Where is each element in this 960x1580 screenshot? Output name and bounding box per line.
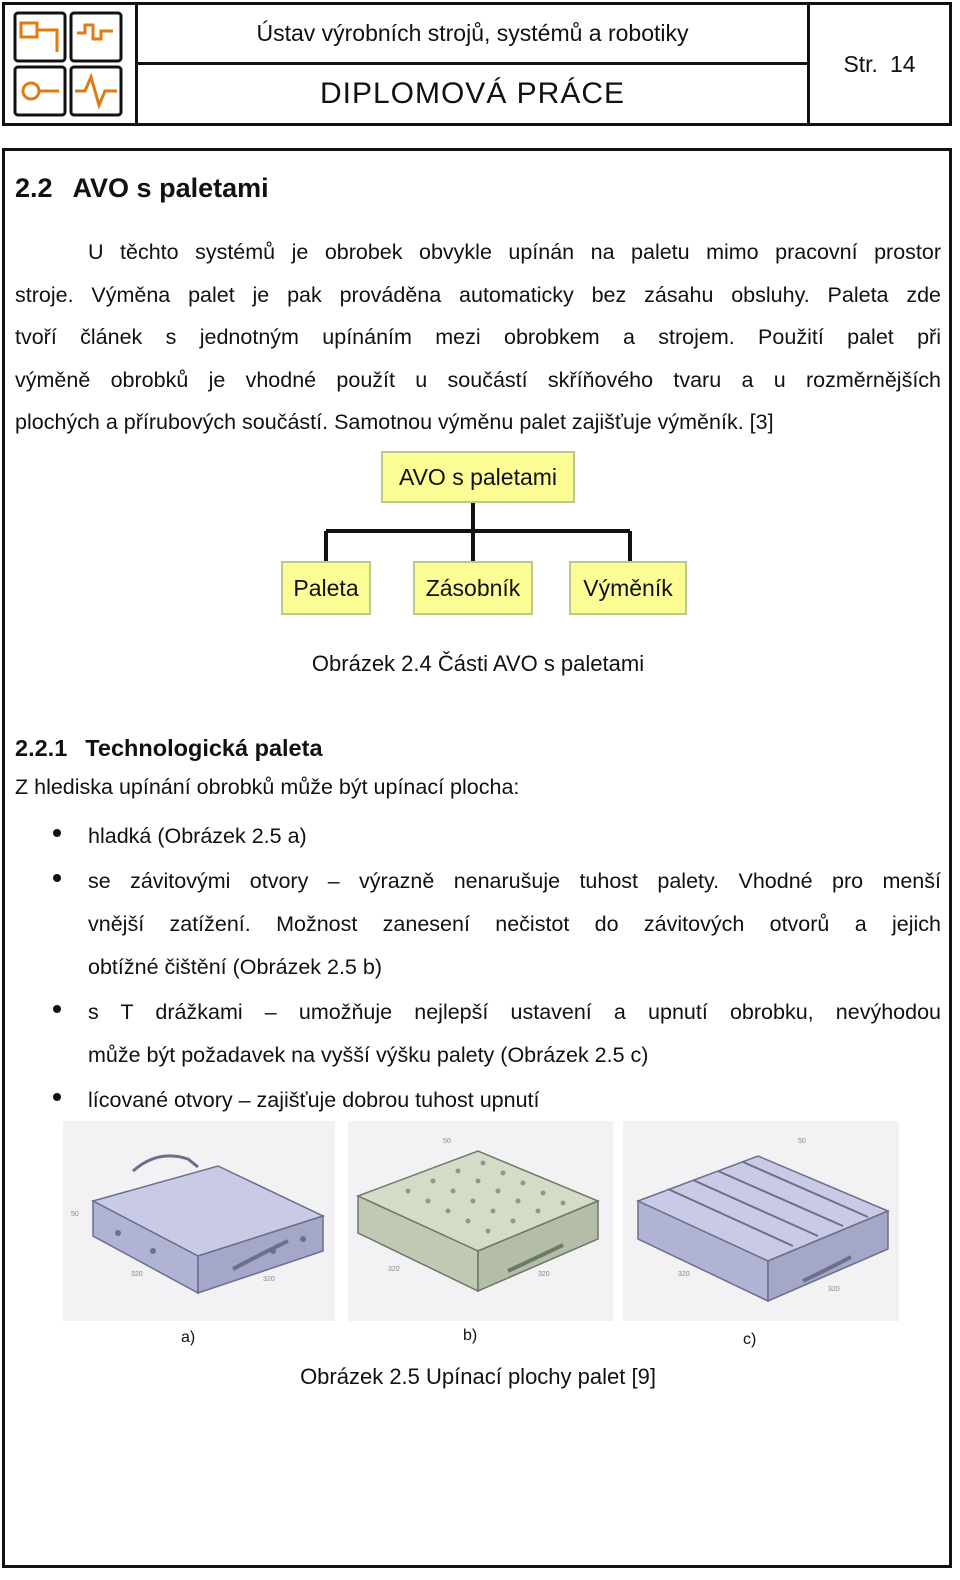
list-item (15, 1079, 941, 1122)
dimension-label: 320 (678, 1271, 690, 1278)
document-type: DIPLOMOVÁ PRÁCE (319, 77, 626, 110)
page-header (2, 2, 952, 126)
paragraph-line: stroje. Výměna palet je pak prováděna automaticky bez zásahu obsluhy. Paleta zde (15, 282, 941, 307)
figure-label-a: a) (181, 1329, 196, 1346)
page-number-block (810, 5, 949, 123)
section-title: AVO s paletami (72, 173, 269, 203)
diagram-child-box: Výměník (569, 561, 687, 615)
dimension-label: 320 (828, 1286, 840, 1293)
dimension-label: 320 (263, 1276, 275, 1283)
section-number: 2.2 (15, 173, 53, 203)
list-item-line: může být požadavek na vyšší výšku palety (Obrázek 2.5 c) (88, 1043, 649, 1067)
pallet-a-image (63, 1121, 335, 1321)
bullet-icon (53, 829, 61, 837)
list-item-line: se závitovými otvory – výrazně nenarušuje tuhost palety. Vhodné pro menší (88, 869, 941, 893)
list-item-line: hladká (Obrázek 2.5 a) (88, 824, 307, 848)
dimension-label: 50 (798, 1138, 806, 1145)
bullet-icon (53, 1005, 61, 1013)
bullet-icon (53, 1093, 61, 1101)
pallet-figure (63, 1121, 899, 1346)
diagram-child-box: Paleta (281, 561, 371, 615)
pallet-b-image (348, 1121, 613, 1321)
section-paragraph (15, 231, 941, 444)
header-title-block (138, 5, 810, 123)
diagram-root-box: AVO s paletami (381, 451, 575, 503)
figure-label-b: b) (463, 1327, 478, 1344)
paragraph-line: U těchto systémů je obrobek obvykle upínán na paletu mimo pracovní prostor (88, 240, 941, 264)
avo-structure-diagram (275, 451, 695, 621)
pallet-c-image (623, 1121, 899, 1321)
logo-icon (5, 5, 132, 123)
figure-caption: Obrázek 2.4 Části AVO s paletami (311, 651, 645, 676)
pallet-illustrations (63, 1121, 899, 1346)
list-item (15, 860, 941, 989)
figure-caption: Obrázek 2.5 Upínací plochy palet [9] (300, 1364, 656, 1389)
dimension-label: 320 (538, 1271, 550, 1278)
section-heading (15, 173, 269, 204)
list-item-line: s T drážkami – umožňuje nejlepší ustavení a upnutí obrobku, nevýhodou (88, 1000, 941, 1024)
diagram-child-box: Zásobník (413, 561, 533, 615)
list-item-line: vnější zatížení. Možnost zanesení nečistot do závitových otvorů a jejich (88, 912, 941, 936)
subsection-number: 2.2.1 (15, 735, 68, 761)
list-item-line: obtížné čištění (Obrázek 2.5 b) (88, 955, 382, 979)
page-number: 14 (889, 50, 916, 77)
figure-label-c: c) (743, 1331, 757, 1348)
list-item-line: lícované otvory – zajišťuje dobrou tuhost upnutí (88, 1088, 540, 1112)
paragraph-line: tvoří článek s jednotným upínáním mezi obrobkem a strojem. Použití palet při (15, 325, 941, 349)
paragraph-line: plochých a přírubových součástí. Samotnou výměnu palet zajišťuje výměník. [3] (15, 410, 774, 434)
bullet-list (15, 815, 941, 1124)
page-content (2, 148, 952, 1568)
dimension-label: 50 (71, 1211, 79, 1218)
subsection-heading (15, 735, 323, 762)
list-item (15, 815, 941, 858)
subsection-title: Technologická paleta (85, 735, 323, 761)
dimension-label: 50 (443, 1138, 451, 1145)
institute-logo (5, 5, 138, 123)
page-prefix: Str. (843, 50, 878, 77)
institute-name: Ústav výrobních strojů, systémů a robotiky (138, 5, 807, 65)
bullet-icon (53, 874, 61, 882)
subsection-lead: Z hlediska upínání obrobků může být upínací plocha: (15, 775, 520, 799)
dimension-label: 320 (388, 1266, 400, 1273)
dimension-label: 320 (131, 1271, 143, 1278)
list-item (15, 991, 941, 1077)
paragraph-line: výměně obrobků je vhodné použít u součástí skříňového tvaru a u rozměrnějších (15, 367, 941, 392)
